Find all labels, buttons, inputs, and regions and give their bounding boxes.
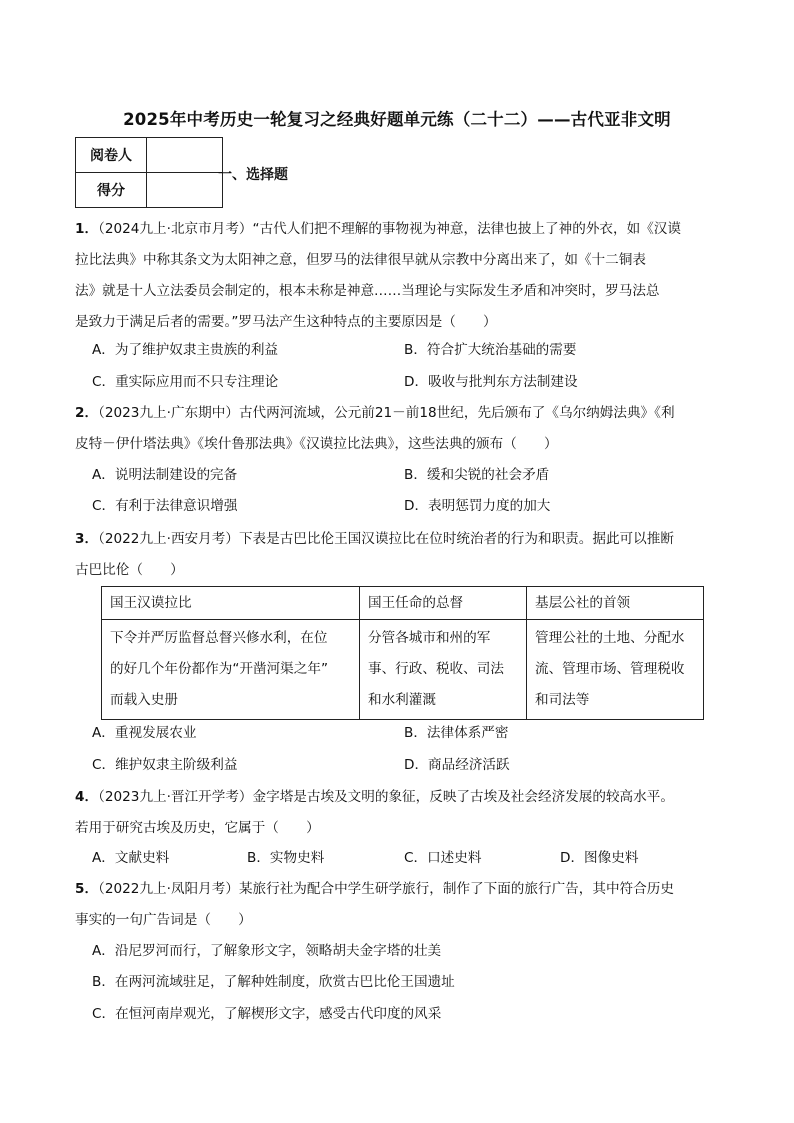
question-text: 事实的一句广告词是（ ） [75, 912, 252, 928]
table-header: 国王任命的总督 [360, 587, 527, 620]
cell-line: 和水利灌溉 [368, 692, 436, 708]
cell-line: 而载入史册 [110, 692, 178, 708]
cell-line: 下令并严厉监督总督兴修水利，在位 [110, 630, 328, 646]
data-table [101, 586, 704, 720]
option-c[interactable]: C．有利于法律意识增强 [92, 498, 238, 514]
cell-line: 流、管理市场、管理税收 [535, 661, 685, 677]
cell-line: 分管各城市和州的军 [368, 630, 491, 646]
option-a[interactable]: A．说明法制建设的完备 [92, 467, 238, 483]
option-d[interactable]: D．图像史料 [560, 850, 639, 866]
option-c[interactable]: C．重实际应用而不只专注理论 [92, 374, 279, 390]
question-text: “古代人们把不理解的事物视为神意，法律也披上了神的外衣，如《汉谟 [252, 221, 681, 237]
question-number: 4． [75, 789, 99, 805]
question-text: 下表是古巴比伦王国汉谟拉比在位时统治者的行为和职责。据此可以推断 [238, 531, 674, 547]
option-c[interactable]: C．口述史料 [404, 850, 482, 866]
question-number: 1． [75, 221, 99, 237]
reviewer-field [147, 138, 223, 173]
question-source: （2022九上·凤阳月考） [98, 881, 239, 897]
cell-line: 和司法等 [535, 692, 590, 708]
option-b[interactable]: B．符合扩大统治基础的需要 [404, 342, 577, 358]
option-b[interactable]: B．实物史料 [247, 850, 325, 866]
option-a[interactable]: A．文献史料 [92, 850, 170, 866]
question-text: 若用于研究古埃及历史，它属于（ ） [75, 820, 320, 836]
option-a[interactable]: A．为了维护奴隶主贵族的利益 [92, 342, 279, 358]
question-number: 2． [75, 405, 99, 421]
table-header: 国王汉谟拉比 [102, 587, 360, 620]
table-header: 基层公社的首领 [527, 587, 704, 620]
option-d[interactable]: D．商品经济活跃 [404, 757, 510, 773]
question-source: （2023九上·广东期中） [98, 405, 239, 421]
question-text: 拉比法典》中称其条文为太阳神之意，但罗马的法律很早就从宗教中分离出来了，如《十二铜表 [75, 252, 646, 268]
question-text: 古代两河流域，公元前21－前18世纪，先后颁布了《乌尔纳姆法典》《利 [238, 405, 675, 421]
table-cell [527, 620, 704, 720]
cell-line: 管理公社的土地、分配水 [535, 630, 685, 646]
option-c[interactable]: C．在恒河南岸观光，了解楔形文字，感受古代印度的风采 [92, 1006, 442, 1022]
cell-line: 的好几个年份都作为“开凿河渠之年” [110, 661, 328, 677]
option-b[interactable]: B．在两河流域驻足，了解种姓制度，欣赏古巴比伦王国遗址 [92, 974, 455, 990]
question-number: 3． [75, 531, 99, 547]
question-text: 古巴比伦（ ） [75, 562, 184, 578]
question-source: （2022九上·西安月考） [98, 531, 239, 547]
score-label: 得分 [76, 173, 147, 208]
option-b[interactable]: B．法律体系严密 [404, 725, 509, 741]
question-source: （2024九上·北京市月考） [98, 221, 253, 237]
question-text: 金字塔是古埃及文明的象征，反映了古埃及社会经济发展的较高水平。 [252, 789, 674, 805]
option-b[interactable]: B．缓和尖锐的社会矛盾 [404, 467, 550, 483]
question-text: 法》就是十人立法委员会制定的，根本未称是神意……当理论与实际发生矛盾和冲突时，罗马法总 [75, 283, 660, 299]
question-text: 是致力于满足后者的需要。”罗马法产生这种特点的主要原因是（ ） [75, 314, 497, 330]
table-cell [360, 620, 527, 720]
question-number: 5． [75, 881, 99, 897]
question-5 [75, 874, 725, 936]
section-title: 一、选择题 [218, 167, 288, 183]
question-1 [75, 214, 725, 338]
option-c[interactable]: C．维护奴隶主阶级利益 [92, 757, 238, 773]
page-title: 2025年中考历史一轮复习之经典好题单元练（二十二）——古代亚非文明 [123, 110, 671, 129]
option-a[interactable]: A．重视发展农业 [92, 725, 197, 741]
question-3 [75, 524, 725, 586]
table-cell [102, 620, 360, 720]
question-4 [75, 782, 725, 844]
option-d[interactable]: D．表明惩罚力度的加大 [404, 498, 551, 514]
question-source: （2023九上·晋江开学考） [98, 789, 253, 805]
option-a[interactable]: A．沿尼罗河而行，了解象形文字，领略胡夫金字塔的壮美 [92, 943, 442, 959]
reviewer-label: 阅卷人 [76, 138, 147, 173]
score-field [147, 173, 223, 208]
question-text: 某旅行社为配合中学生研学旅行，制作了下面的旅行广告，其中符合历史 [238, 881, 674, 897]
score-box [75, 137, 223, 208]
option-d[interactable]: D．吸收与批判东方法制建设 [404, 374, 578, 390]
question-text: 皮特－伊什塔法典》《埃什鲁那法典》《汉谟拉比法典》，这些法典的颁布（ ） [75, 436, 558, 452]
question-2 [75, 398, 725, 460]
cell-line: 事、行政、税收、司法 [368, 661, 504, 677]
